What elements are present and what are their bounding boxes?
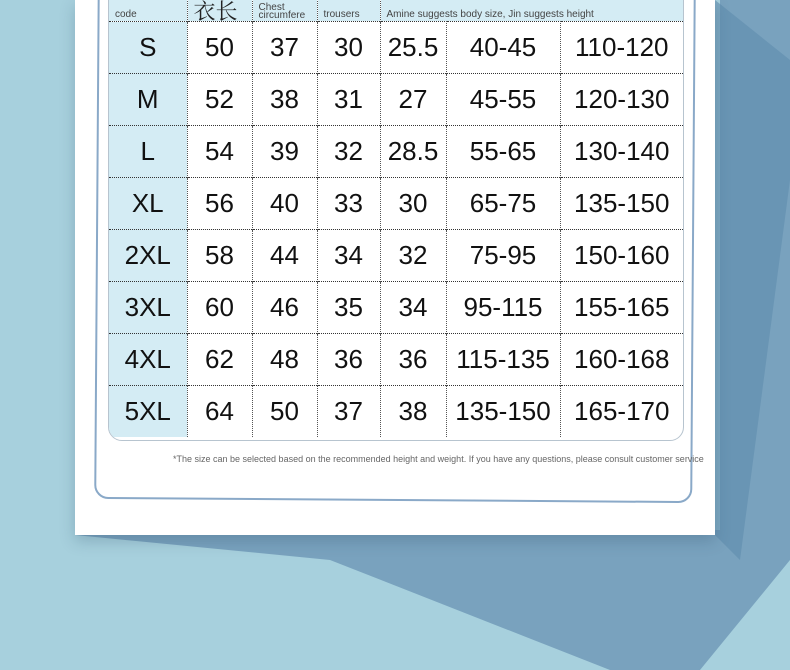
cell-length: 60: [187, 282, 252, 334]
table-row: [109, 178, 683, 230]
cell-weight: 95-115: [446, 282, 560, 334]
cell-weight: 45-55: [446, 74, 560, 126]
cell-length: 52: [187, 74, 252, 126]
cell-trousers: 34: [317, 230, 380, 282]
table-row: [109, 230, 683, 282]
cell-size: M: [109, 74, 187, 126]
cell-weight: 65-75: [446, 178, 560, 230]
cell-c4: 36: [380, 334, 446, 386]
size-table: [109, 0, 683, 437]
cell-size: 2XL: [109, 230, 187, 282]
cell-size: 3XL: [109, 282, 187, 334]
footnote: *The size can be selected based on the recommended height and weight. If you have any questions, please consult customer service: [173, 454, 704, 464]
cell-height: 120-130: [560, 74, 683, 126]
cell-chest: 44: [252, 230, 317, 282]
cell-c4: 38: [380, 386, 446, 438]
cell-trousers: 33: [317, 178, 380, 230]
cell-weight: 135-150: [446, 386, 560, 438]
cell-trousers: 36: [317, 334, 380, 386]
cell-trousers: 37: [317, 386, 380, 438]
cell-height: 155-165: [560, 282, 683, 334]
cell-length: 54: [187, 126, 252, 178]
cell-size: L: [109, 126, 187, 178]
cell-size: 5XL: [109, 386, 187, 438]
cell-trousers: 35: [317, 282, 380, 334]
table-row: [109, 386, 683, 438]
cell-height: 110-120: [560, 22, 683, 74]
cell-height: 135-150: [560, 178, 683, 230]
cell-chest: 37: [252, 22, 317, 74]
header-row: [109, 0, 683, 22]
cell-trousers: 32: [317, 126, 380, 178]
table-row: [109, 126, 683, 178]
cell-size: S: [109, 22, 187, 74]
header-recommend: Amine suggests body size, Jin suggests height: [380, 0, 683, 22]
cell-length: 56: [187, 178, 252, 230]
cell-c4: 30: [380, 178, 446, 230]
cell-height: 165-170: [560, 386, 683, 438]
cell-length: 50: [187, 22, 252, 74]
cell-c4: 27: [380, 74, 446, 126]
cell-weight: 115-135: [446, 334, 560, 386]
cell-size: 4XL: [109, 334, 187, 386]
cell-weight: 75-95: [446, 230, 560, 282]
cell-length: 62: [187, 334, 252, 386]
cell-chest: 38: [252, 74, 317, 126]
table-row: [109, 74, 683, 126]
table-row: [109, 334, 683, 386]
cell-c4: 32: [380, 230, 446, 282]
header-trousers: trousers: [317, 0, 380, 22]
cell-c4: 34: [380, 282, 446, 334]
cell-chest: 50: [252, 386, 317, 438]
cell-chest: 46: [252, 282, 317, 334]
header-code: code: [109, 0, 187, 22]
cell-c4: 28.5: [380, 126, 446, 178]
table-row: [109, 22, 683, 74]
cell-chest: 40: [252, 178, 317, 230]
cell-size: XL: [109, 178, 187, 230]
cell-trousers: 31: [317, 74, 380, 126]
size-chart: [108, 0, 684, 441]
cell-trousers: 30: [317, 22, 380, 74]
cell-chest: 48: [252, 334, 317, 386]
cell-length: 64: [187, 386, 252, 438]
table-row: [109, 282, 683, 334]
cell-height: 160-168: [560, 334, 683, 386]
cell-chest: 39: [252, 126, 317, 178]
cell-height: 130-140: [560, 126, 683, 178]
cell-weight: 55-65: [446, 126, 560, 178]
header-length: 衣长: [187, 0, 252, 22]
cell-length: 58: [187, 230, 252, 282]
cell-weight: 40-45: [446, 22, 560, 74]
header-chest: Chest circumfere: [252, 0, 317, 22]
cell-c4: 25.5: [380, 22, 446, 74]
cell-height: 150-160: [560, 230, 683, 282]
